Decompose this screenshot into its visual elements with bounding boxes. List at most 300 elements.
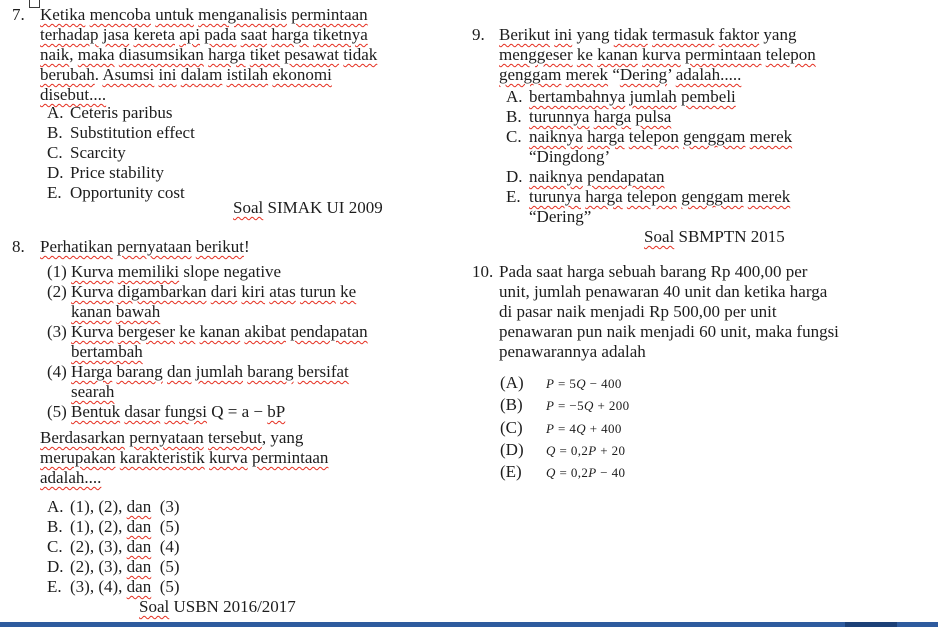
text-run: di pasar naik menjadi Rp 500,00 per unit <box>499 302 777 321</box>
text-run: − 400 <box>586 376 622 391</box>
misspelled-word: menggeser <box>499 45 573 64</box>
equation-line <box>546 374 938 394</box>
misspelled-word: jumlah <box>629 87 677 106</box>
option-row <box>499 395 938 417</box>
misspelled-word: naiknya <box>529 127 583 146</box>
option-row <box>40 517 460 537</box>
misspelled-word: karakteristik <box>119 448 205 467</box>
text-run: − 40 <box>596 465 626 481</box>
option-row <box>499 87 938 107</box>
question-body <box>40 5 460 218</box>
misspelled-word: searah <box>71 382 115 401</box>
text-run: Opportunity cost <box>70 183 185 202</box>
option-label: C. <box>47 143 63 162</box>
option-row <box>499 127 938 167</box>
misspelled-word: pendapatan <box>290 322 368 341</box>
statement-item <box>40 402 460 422</box>
misspelled-word: telepon <box>626 187 677 206</box>
item-line <box>71 282 460 302</box>
misspelled-word: kiri <box>241 282 266 301</box>
text-run: (5) <box>151 517 180 536</box>
misspelled-word: ekonomi <box>272 65 332 84</box>
misspelled-word: ini <box>554 25 573 44</box>
text-run: = 0,2 <box>555 442 589 458</box>
item-number: (4) <box>47 362 67 381</box>
misspelled-word: memiliki <box>117 262 180 281</box>
option-label: (B) <box>500 395 523 415</box>
option-text <box>70 143 460 163</box>
misspelled-word: kereta <box>133 25 175 44</box>
misspelled-word: adalah..... <box>675 65 742 84</box>
option-text <box>70 163 460 183</box>
misspelled-word: fungsi <box>164 402 207 421</box>
statement-item <box>40 282 460 322</box>
misspelled-word: tiket <box>249 45 281 64</box>
option-line <box>529 187 938 207</box>
option-label: B. <box>47 517 63 536</box>
option-line <box>529 87 938 107</box>
misspelled-word: ke <box>576 45 593 64</box>
misspelled-word: naik <box>40 45 70 64</box>
misspelled-word: Ketika <box>40 5 86 24</box>
question-stem <box>499 25 938 85</box>
item-text <box>71 282 460 322</box>
misspelled-word: pembeli <box>681 87 736 106</box>
option-line <box>70 103 460 123</box>
text-run: P <box>588 442 597 458</box>
option-text <box>529 167 938 187</box>
text-run: (3), (4), <box>70 577 127 596</box>
text-run: SBMPTN 2015 <box>674 227 785 246</box>
misspelled-word: barang <box>116 362 163 381</box>
option-label: E. <box>47 183 62 202</box>
item-number: (3) <box>47 322 67 341</box>
question-continuation <box>40 428 460 488</box>
option-label: A. <box>506 87 523 106</box>
option-label: D. <box>47 163 64 182</box>
misspelled-word: telepon <box>628 127 679 146</box>
misspelled-word: kurva <box>642 45 681 64</box>
option-row <box>499 418 938 440</box>
misspelled-word: bertambah <box>71 342 143 361</box>
option-text <box>70 517 460 537</box>
option-text <box>546 463 938 483</box>
misspelled-word: dari <box>210 282 238 301</box>
misspelled-word: diasumsikan <box>118 45 204 64</box>
misspelled-word: merek <box>747 187 791 206</box>
stem-line <box>40 428 460 448</box>
option-text <box>70 103 460 123</box>
stem-line <box>499 262 938 282</box>
option-text <box>70 577 460 597</box>
equation-line <box>546 419 938 439</box>
option-line <box>70 123 460 143</box>
misspelled-word: Kurva <box>71 262 114 281</box>
stem-line <box>499 342 938 362</box>
misspelled-word: dasar <box>124 402 161 421</box>
option-row <box>499 187 938 227</box>
item-text <box>71 362 460 402</box>
text-run: + 200 <box>593 398 630 414</box>
options-list <box>499 87 938 227</box>
stem-line <box>499 65 938 85</box>
option-text <box>70 123 460 143</box>
option-row <box>40 103 460 123</box>
statement-item <box>40 322 460 362</box>
text-run: (2), (3), <box>70 537 127 556</box>
stem-line <box>40 468 460 488</box>
option-text <box>529 187 938 227</box>
option-label: E. <box>506 187 521 206</box>
stem-line <box>499 45 938 65</box>
text-run: = 5 <box>554 376 577 391</box>
misspelled-word: Soal <box>233 198 264 217</box>
misspelled-word: pendapatan <box>587 167 665 186</box>
misspelled-word: harga <box>585 187 623 206</box>
option-line <box>529 127 938 147</box>
text-run: P <box>546 420 555 436</box>
misspelled-word: tiketnya <box>313 25 368 44</box>
misspelled-word: bP <box>267 402 286 421</box>
option-row <box>40 577 460 597</box>
option-text <box>546 441 938 461</box>
question-body <box>499 25 938 247</box>
misspelled-word: saat <box>240 25 268 44</box>
text-run: (5) <box>151 557 180 576</box>
misspelled-word: berikut <box>195 237 244 256</box>
misspelled-word: bertambahnya <box>529 87 626 106</box>
misspelled-word: Berdasarkan <box>40 428 125 447</box>
misspelled-word: pernyataan <box>129 428 204 447</box>
option-label: A. <box>47 103 64 122</box>
misspelled-word: tidak <box>613 25 648 44</box>
misspelled-word: dan <box>126 537 152 556</box>
misspelled-word: ke <box>340 282 357 301</box>
item-line <box>71 262 460 282</box>
option-row <box>40 497 460 517</box>
misspelled-word: Bentuk <box>71 402 121 421</box>
option-line <box>529 107 938 127</box>
misspelled-word: termasuk <box>652 25 715 44</box>
text-run: + 20 <box>596 442 626 458</box>
text-run: Scarcity <box>70 143 126 162</box>
options-list <box>40 103 460 203</box>
misspelled-word: dan <box>167 362 192 381</box>
misspelled-word: Kurva <box>71 282 114 301</box>
option-text <box>70 557 460 577</box>
text-run: ! <box>243 237 250 256</box>
option-row <box>499 107 938 127</box>
text-run: Q <box>576 376 587 391</box>
option-row <box>40 537 460 557</box>
text-run: “ <box>608 65 620 84</box>
stem-line <box>499 25 938 45</box>
misspelled-word: faktor <box>718 25 760 44</box>
stem-line <box>40 5 460 25</box>
option-text <box>70 497 460 517</box>
option-line <box>70 497 460 517</box>
option-line <box>70 537 460 557</box>
text-run: (3) <box>151 497 180 516</box>
misspelled-word: permintaan <box>251 448 329 467</box>
misspelled-word: naiknya <box>529 167 583 186</box>
text-run: “Dingdong’ <box>529 147 611 166</box>
misspelled-word: kanan <box>597 45 638 64</box>
option-row <box>499 440 938 462</box>
text-run: (1), (2), <box>70 517 127 536</box>
text-run: yang <box>759 25 797 44</box>
option-label: E. <box>47 577 62 596</box>
option-line <box>529 167 938 187</box>
misspelled-word: harga <box>271 25 309 44</box>
misspelled-word: menganalisis <box>198 5 287 24</box>
misspelled-word: permintaan <box>685 45 762 64</box>
option-label: B. <box>47 123 63 142</box>
equation-line <box>546 396 938 416</box>
option-row <box>499 167 938 187</box>
item-line <box>71 302 460 322</box>
misspelled-word: terhadap <box>40 25 99 44</box>
bottom-border-bar-dark-segment <box>845 622 897 627</box>
text-run: (5) <box>151 577 180 596</box>
misspelled-word: tidak <box>343 45 378 64</box>
misspelled-word: harga <box>587 127 625 146</box>
text-run: = 4 <box>554 420 577 436</box>
misspelled-word: Soal <box>139 597 170 616</box>
text-run: SIMAK UI 2009 <box>263 198 383 217</box>
source-line <box>644 227 938 247</box>
text-run: Price stability <box>70 163 164 182</box>
text-run: “Dering” <box>529 207 592 226</box>
option-label: (C) <box>500 417 523 437</box>
text-run: = −5 <box>554 398 585 414</box>
option-row <box>499 373 938 395</box>
text-run: Q <box>584 398 594 414</box>
option-line <box>70 163 460 183</box>
text-run: + 400 <box>586 420 622 436</box>
misspelled-word: permintaan <box>291 5 368 24</box>
question-body <box>499 262 938 484</box>
misspelled-word: dan <box>126 557 152 576</box>
stem-line <box>40 85 460 105</box>
misspelled-word: disebut.... <box>40 85 107 104</box>
misspelled-word: mencoba <box>89 5 151 24</box>
option-text <box>546 419 938 439</box>
misspelled-word: berubah <box>40 65 95 84</box>
equation-line <box>546 463 938 483</box>
option-line <box>70 557 460 577</box>
question-8 <box>12 237 460 617</box>
misspelled-word: dan <box>126 517 152 536</box>
question-stem <box>40 5 460 105</box>
text-run: Q <box>546 442 556 458</box>
option-text <box>529 107 938 127</box>
misspelled-word: harga <box>593 107 632 126</box>
misspelled-word: turun <box>299 282 336 301</box>
misspelled-word: jumlah <box>195 362 244 381</box>
misspelled-word: kurva <box>209 448 248 467</box>
misspelled-word: merek <box>565 65 609 84</box>
text-run: Q = a − <box>206 402 268 421</box>
option-line <box>70 577 460 597</box>
question-number: 7. <box>12 5 25 24</box>
text-run: unit, jumlah penawaran 40 unit dan ketika harga <box>499 282 828 301</box>
misspelled-word: Perhatikan <box>40 237 113 256</box>
option-row <box>499 462 938 484</box>
stem-line <box>40 448 460 468</box>
option-line <box>70 517 460 537</box>
item-line <box>71 382 460 402</box>
misspelled-word: kanan <box>71 302 112 321</box>
misspelled-word: turunnya <box>529 107 590 126</box>
misspelled-word: akibat <box>244 322 286 341</box>
misspelled-word: jasa <box>102 25 130 44</box>
question-7 <box>12 5 460 218</box>
option-label: A. <box>47 497 64 516</box>
misspelled-word: bersifat <box>297 362 349 381</box>
misspelled-word: digambarkan <box>117 282 207 301</box>
misspelled-word: untuk <box>155 5 194 24</box>
option-text <box>546 396 938 416</box>
question-stem <box>40 237 460 257</box>
text-run: USBN 2016/2017 <box>169 597 296 616</box>
option-label: C. <box>506 127 522 146</box>
options-list <box>40 497 460 597</box>
source-line <box>139 597 460 617</box>
option-text <box>529 87 938 107</box>
statement-item <box>40 362 460 402</box>
stem-line <box>499 282 938 302</box>
text-run: P <box>546 376 555 391</box>
misspelled-word: Berikut <box>499 25 550 44</box>
question-stem <box>499 262 938 362</box>
option-text <box>70 537 460 557</box>
item-number: (1) <box>47 262 67 281</box>
misspelled-word: tersebut <box>208 428 262 447</box>
text-run: penawaran pun naik menjadi 60 unit, maka fungsi <box>499 322 839 341</box>
misspelled-word: istilah <box>226 65 269 84</box>
bottom-border-bar <box>0 622 938 627</box>
question-number: 9. <box>472 25 485 44</box>
option-text <box>529 127 938 167</box>
option-line <box>70 143 460 163</box>
text-run: penawarannya adalah <box>499 342 646 361</box>
text-run: P <box>546 398 555 414</box>
stem-line <box>40 65 460 85</box>
misspelled-word: dan <box>126 577 152 596</box>
option-label: (A) <box>500 373 524 392</box>
misspelled-word: api <box>179 25 201 44</box>
misspelled-word: telepon <box>765 45 816 64</box>
item-line <box>71 342 460 362</box>
misspelled-word: pulsa <box>635 107 672 126</box>
stem-line <box>40 25 460 45</box>
text-run: (1), (2), <box>70 497 127 516</box>
misspelled-word: Soal <box>644 227 675 246</box>
misspelled-word: genggam <box>499 65 562 84</box>
item-number: (2) <box>47 282 67 301</box>
item-text <box>71 402 460 422</box>
misspelled-word: merupakan <box>40 448 116 467</box>
option-label: (E) <box>500 462 522 482</box>
misspelled-word: bergeser <box>117 322 176 341</box>
text-run: (2), (3), <box>70 557 127 576</box>
text-run: P <box>588 465 597 481</box>
misspelled-word: genggam <box>683 127 746 146</box>
misspelled-word: dan <box>126 497 152 516</box>
equation-line <box>546 441 938 461</box>
misspelled-word: harga <box>208 45 246 64</box>
misspelled-word: kanan <box>199 322 241 341</box>
item-line <box>71 322 460 342</box>
misspelled-word: genggam <box>681 187 744 206</box>
item-line <box>71 402 460 422</box>
option-label: B. <box>506 107 522 126</box>
misspelled-word: barang <box>247 362 294 381</box>
option-label: (D) <box>500 439 524 459</box>
item-text <box>71 262 460 282</box>
stem-line <box>40 237 460 257</box>
stem-line <box>499 322 938 342</box>
text-run: (4) <box>151 537 180 556</box>
statement-item <box>40 262 460 282</box>
item-number: (5) <box>47 402 67 421</box>
option-row <box>40 143 460 163</box>
question-number: 10. <box>472 262 494 281</box>
option-row <box>40 123 460 143</box>
text-run: , <box>69 45 78 64</box>
statement-list <box>40 262 460 422</box>
option-label: D. <box>506 167 523 186</box>
question-number: 8. <box>12 237 25 256</box>
misspelled-word: maka <box>77 45 115 64</box>
text-run: , yang <box>261 428 304 447</box>
misspelled-word: pesawat <box>284 45 340 64</box>
misspelled-word: pada <box>204 25 237 44</box>
text-run: yang <box>572 25 614 44</box>
text-run: Q <box>576 420 587 436</box>
option-label: C. <box>47 537 63 556</box>
option-row <box>40 163 460 183</box>
misspelled-word: adalah.... <box>40 468 102 487</box>
stem-line <box>40 45 460 65</box>
option-line <box>529 207 938 227</box>
misspelled-word: bawah <box>115 302 161 321</box>
misspelled-word: dalam <box>180 65 223 84</box>
text-run: Substitution effect <box>70 123 195 142</box>
question-10 <box>472 262 938 484</box>
text-run: ’ <box>667 65 676 84</box>
option-row <box>40 557 460 577</box>
misspelled-word: atas <box>269 282 296 301</box>
option-text <box>546 374 938 394</box>
stem-line <box>499 302 938 322</box>
misspelled-word: Asumsi <box>102 65 155 84</box>
misspelled-word: Kurva <box>71 322 114 341</box>
text-run: Q <box>546 465 556 481</box>
question-9 <box>472 25 938 247</box>
option-line <box>529 147 938 167</box>
text-run: Pada saat harga sebuah barang Rp 400,00 per <box>499 262 808 281</box>
question-body <box>40 237 460 617</box>
item-text <box>71 322 460 362</box>
text-run: . <box>94 65 103 84</box>
text-run: = 0,2 <box>555 465 589 481</box>
misspelled-word: Harga <box>71 362 113 381</box>
option-label: D. <box>47 557 64 576</box>
misspelled-word: ke <box>179 322 196 341</box>
misspelled-word: merek <box>749 127 793 146</box>
